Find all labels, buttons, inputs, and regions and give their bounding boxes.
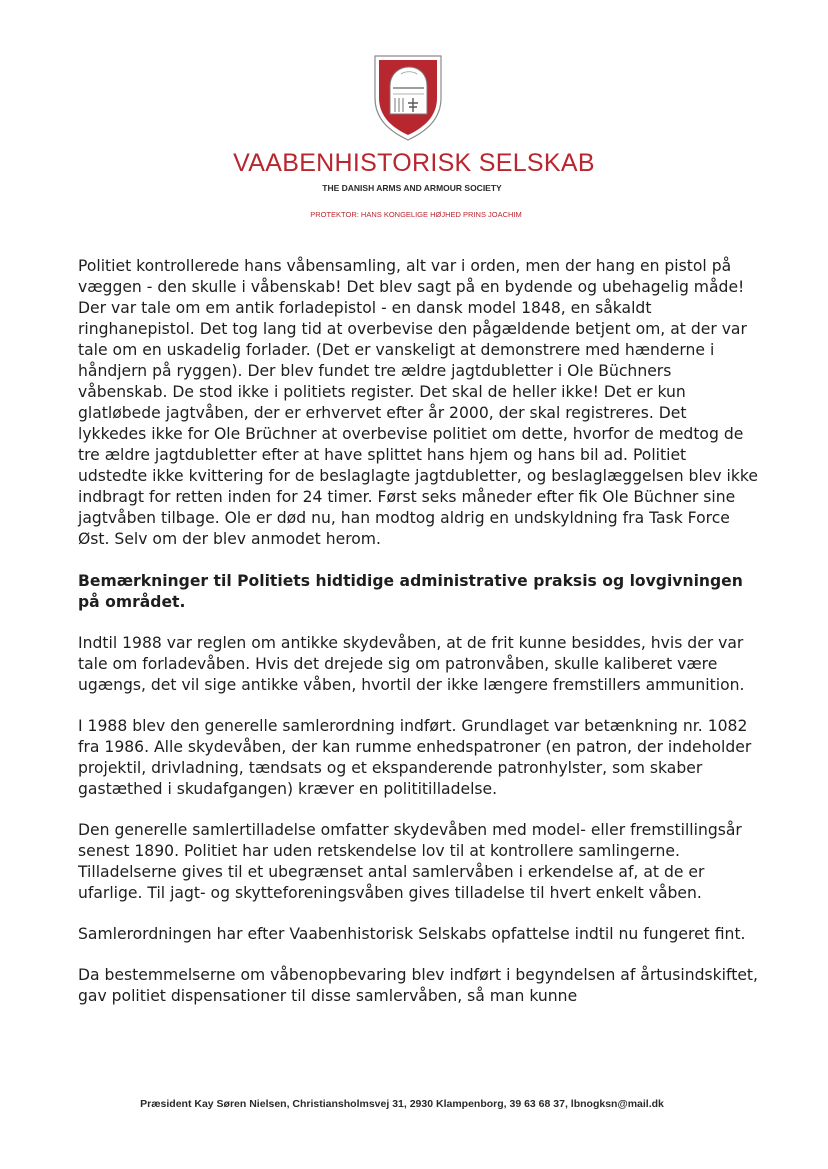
body-paragraph: Indtil 1988 var reglen om antikke skydevåben, at de frit kunne besiddes, hvis der var tale om forladevåben. Hvis det drejede sig om patronvåben, skulle kaliberet være ugængs, det vil sige antikke våben, hvortil der ikke længere fremstillers ammunition. bbox=[78, 634, 745, 694]
organization-name: VAABENHISTORISK SELSKAB bbox=[233, 149, 595, 177]
organization-subtitle: THE DANISH ARMS AND ARMOUR SOCIETY bbox=[322, 183, 502, 193]
organization-patron: PROTEKTOR: HANS KONGELIGE HØJHED PRINS JOACHIM bbox=[310, 210, 522, 219]
helmet-shield-crest-icon bbox=[373, 54, 443, 142]
body-paragraph: Samlerordningen har efter Vaabenhistorisk Selskabs opfattelse indtil nu fungeret fint. bbox=[78, 925, 746, 943]
body-paragraph: Da bestemmelserne om våbenopbevaring blev indført i begyndelsen af årtusindskiftet, gav politiet dispensationer til disse samlervåben, så man kunne bbox=[78, 966, 758, 1005]
body-paragraph: I 1988 blev den generelle samlerordning indført. Grundlaget var betænkning nr. 1082 fra 1986. Alle skydevåben, der kan rumme enhedspatroner (en patron, der indeholder projektil, drivladning, tændsats og et ekspanderende patronhylster, som skaber gastæthed i skudafgangen) kræver en polititilladelse. bbox=[78, 717, 752, 798]
body-paragraph: Den generelle samlertilladelse omfatter skydevåben med model- eller fremstillingsår senest 1890. Politiet har uden retskendelse lov til at kontrollere samlingerne. Tilladelserne gives til et ubegrænset antal samlervåben i erkendelse af, at de er ufarlige. Til jagt- og skytteforeningsvåben gives tilladelse til hvert enkelt våben. bbox=[78, 821, 742, 902]
footer-contact: Præsident Kay Søren Nielsen, Christiansholmsvej 31, 2930 Klampenborg, 39 63 68 37, lbnogksn@mail.dk bbox=[140, 1098, 664, 1110]
section-heading: Bemærkninger til Politiets hidtidige administrative praksis og lovgivningen på området. bbox=[78, 572, 743, 611]
body-paragraph: Politiet kontrollerede hans våbensamling, alt var i orden, men der hang en pistol på væggen - den skulle i våbenskab! Det blev sagt på en bydende og ubehagelig måde! Der var tale om em antik forladepistol - en dansk model 1848, en såkaldt ringhanepistol. Det tog lang tid at overbevise den pågældende betjent om, at der var tale om en uskadelig forlader. (Det er vanskeligt at demonstrere med hænderne i håndjern på ryggen). Der blev fundet tre ældre jagtdubletter i Ole Büchners våbenskab. De stod ikke i politiets register. Det skal de heller ikke! Det er kun glatløbede jagtvåben, der er erhvervet efter år 2000, der skal registreres. Det lykkedes ikke for Ole Brüchner at overbevise politiet om dette, hvorfor de medtog de tre ældre jagtdubletter efter at have splittet hans hjem og hans bil ad. Politiet udstedte ikke kvittering for de beslaglagte jagtdubletter, og beslaglæggelsen blev ikke indbragt for retten inden for 24 timer. Først seks måneder efter fik Ole Büchner sine jagtvåben tilbage. Ole er død nu, han modtog aldrig en undskyldning fra Task Force Øst. Selv om der blev anmodet herom. bbox=[78, 257, 758, 548]
letter-body bbox=[78, 256, 758, 1027]
